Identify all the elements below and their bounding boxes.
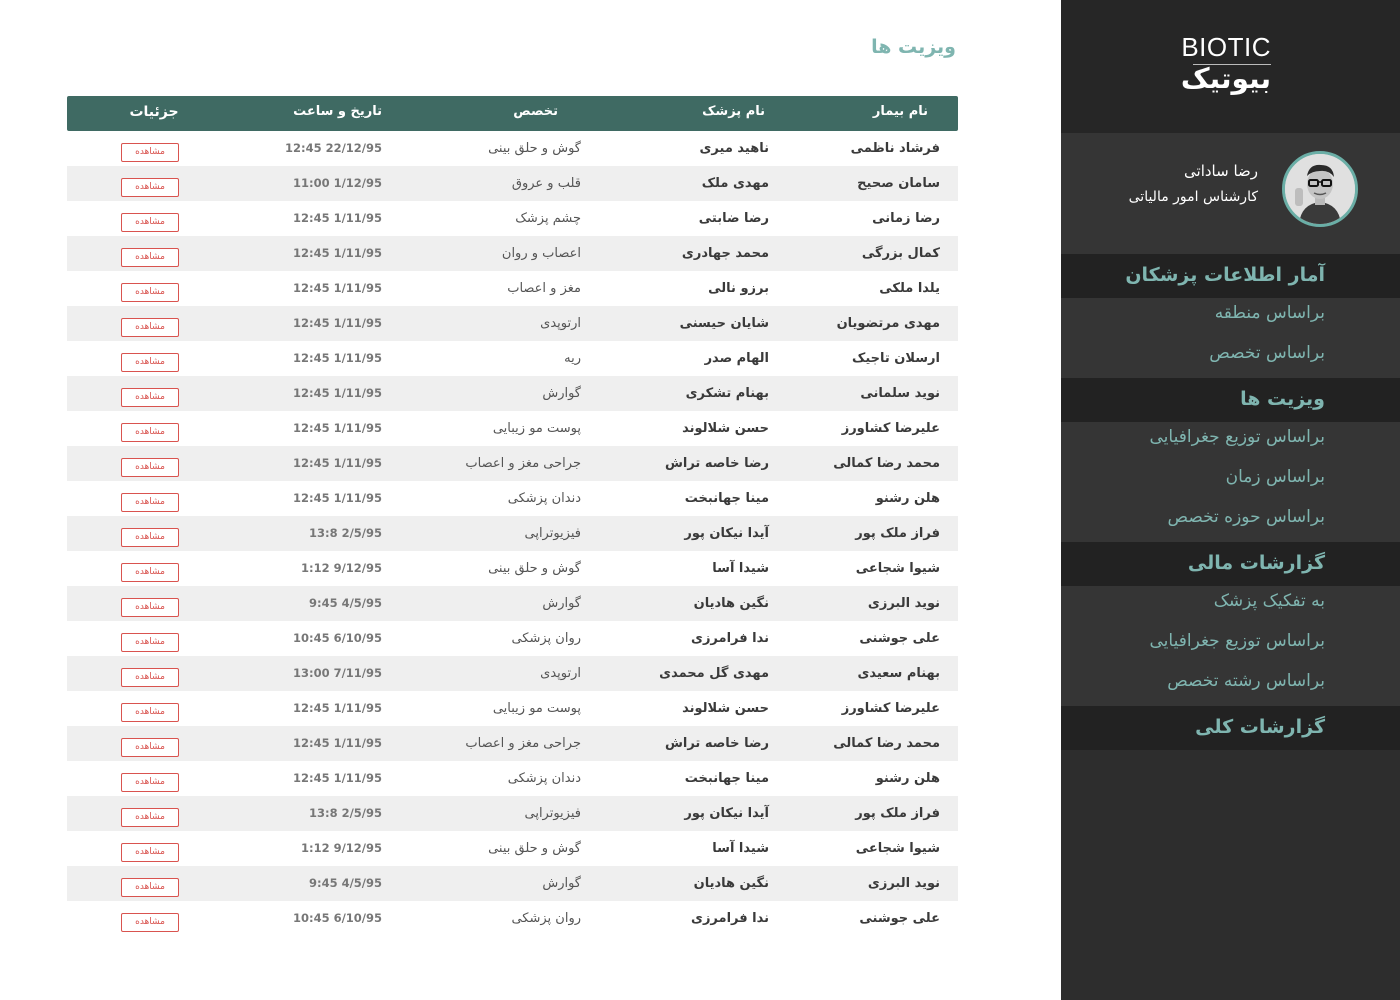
view-button[interactable]: مشاهده (121, 213, 179, 232)
table-row (67, 481, 958, 516)
doctor-name: محمد جهادری (681, 246, 769, 261)
menu-item-10[interactable]: براساس رشته تخصص (1061, 666, 1400, 706)
table-row (67, 411, 958, 446)
table-row (67, 726, 958, 761)
patient-name: ارسلان تاجیک (852, 351, 940, 366)
visit-datetime: 10:45 6/10/95 (292, 911, 382, 925)
patient-name: شیوا شجاعی (855, 561, 940, 576)
details-cell (119, 761, 181, 796)
user-profile (1061, 133, 1400, 254)
patient-name: فرشاد ناظمی (850, 141, 940, 156)
patient-name: نوید البرزی (867, 876, 940, 891)
details-cell (119, 691, 181, 726)
patient-name: هلن رشنو (875, 771, 940, 786)
table-row (67, 691, 958, 726)
specialty: فیزیوتراپی (524, 806, 581, 821)
table-row (67, 166, 958, 201)
visit-datetime: 13:8 2/5/95 (308, 806, 382, 820)
patient-name: علیرضا کشاورز (841, 421, 940, 436)
view-button[interactable]: مشاهده (121, 458, 179, 477)
doctor-name: شایان حیسنی (679, 316, 769, 331)
details-cell (119, 586, 181, 621)
user-role: کارشناس امور مالیاتی (1128, 189, 1258, 205)
menu-section-0[interactable]: آمار اطلاعات پزشکان (1061, 254, 1400, 298)
view-button[interactable]: مشاهده (121, 633, 179, 652)
sidebar (1061, 0, 1400, 1000)
visit-datetime: 12:45 1/11/95 (292, 736, 382, 750)
visit-datetime: 11:00 1/12/95 (292, 176, 382, 190)
patient-name: فراز ملک پور (855, 526, 940, 541)
visit-datetime: 12:45 1/11/95 (292, 491, 382, 505)
patient-name: علیرضا کشاورز (841, 701, 940, 716)
menu-item-6[interactable]: براساس حوزه تخصص (1061, 502, 1400, 542)
doctor-name: بهنام تشکری (685, 386, 769, 401)
visit-datetime: 12:45 1/11/95 (292, 771, 382, 785)
header-datetime: تاریخ و ساعت (293, 104, 382, 119)
details-cell (119, 306, 181, 341)
doctor-name: حسن شلالوند (682, 421, 769, 436)
details-cell (119, 516, 181, 551)
logo-text-fa: بیوتیک (1180, 62, 1271, 95)
details-cell (119, 341, 181, 376)
details-cell (119, 656, 181, 691)
table-row (67, 271, 958, 306)
view-button[interactable]: مشاهده (121, 668, 179, 687)
doctor-name: الهام صدر (704, 351, 769, 366)
menu-item-2[interactable]: براساس تخصص (1061, 338, 1400, 378)
doctor-name: شیدا آسا (712, 841, 769, 856)
details-cell (119, 376, 181, 411)
doctor-name: نگین هادیان (693, 876, 769, 891)
view-button[interactable]: مشاهده (121, 808, 179, 827)
view-button[interactable]: مشاهده (121, 318, 179, 337)
visit-datetime: 12:45 1/11/95 (292, 421, 382, 435)
view-button[interactable]: مشاهده (121, 878, 179, 897)
table-row (67, 586, 958, 621)
patient-name: علی جوشنی (859, 911, 940, 926)
logo-text-en: BIOTIC (1181, 32, 1271, 62)
specialty: گوارش (542, 876, 581, 891)
sidebar-menu (1061, 254, 1400, 750)
table-row (67, 341, 958, 376)
specialty: قلب و عروق (511, 176, 581, 191)
visit-datetime: 12:45 1/11/95 (292, 281, 382, 295)
table-row (67, 131, 958, 166)
specialty: پوست مو زیبایی (492, 421, 581, 436)
specialty: پوست مو زیبایی (492, 701, 581, 716)
details-cell (119, 481, 181, 516)
visit-datetime: 13:00 7/11/95 (292, 666, 382, 680)
table-row (67, 376, 958, 411)
view-button[interactable]: مشاهده (121, 353, 179, 372)
view-button[interactable]: مشاهده (121, 493, 179, 512)
menu-item-9[interactable]: براساس توزیع جغرافیایی (1061, 626, 1400, 666)
table-header (67, 96, 958, 131)
visit-datetime: 12:45 22/12/95 (284, 141, 382, 155)
doctor-name: مینا جهانبخت (684, 491, 769, 506)
visit-datetime: 13:8 2/5/95 (308, 526, 382, 540)
menu-section-7[interactable]: گزارشات مالی (1061, 542, 1400, 586)
patient-name: محمد رضا کمالی (833, 456, 940, 471)
visit-datetime: 12:45 1/11/95 (292, 456, 382, 470)
table-row (67, 901, 958, 936)
specialty: مغز و اعصاب (507, 281, 581, 296)
patient-name: علی جوشنی (859, 631, 940, 646)
details-cell (119, 796, 181, 831)
specialty: ارتوپدی (540, 316, 581, 331)
specialty: گوش و حلق بینی (488, 561, 581, 576)
header-specialty: تخصص (513, 104, 558, 119)
table-row (67, 621, 958, 656)
view-button[interactable]: مشاهده (121, 913, 179, 932)
patient-name: بهنام سعیدی (857, 666, 940, 681)
view-button[interactable]: مشاهده (121, 563, 179, 582)
table-row (67, 796, 958, 831)
details-cell (119, 411, 181, 446)
view-button[interactable]: مشاهده (121, 773, 179, 792)
table-row (67, 446, 958, 481)
view-button[interactable]: مشاهده (121, 178, 179, 197)
table-row (67, 306, 958, 341)
view-button[interactable]: مشاهده (121, 843, 179, 862)
specialty: چشم پزشک (515, 211, 581, 226)
specialty: روان پزشکی (511, 911, 581, 926)
details-cell (119, 446, 181, 481)
view-button[interactable]: مشاهده (121, 423, 179, 442)
visits-table (67, 96, 958, 936)
patient-name: نوید البرزی (867, 596, 940, 611)
table-row (67, 551, 958, 586)
patient-name: رضا زمانی (872, 211, 940, 226)
patient-name: سامان صحیح (857, 176, 940, 191)
doctor-name: آیدا نیکان پور (684, 526, 769, 541)
doctor-name: نگین هادیان (693, 596, 769, 611)
visit-datetime: 9:45 4/5/95 (308, 876, 382, 890)
details-cell (119, 621, 181, 656)
doctor-name: شیدا آسا (712, 561, 769, 576)
menu-item-4[interactable]: براساس توزیع جغرافیایی (1061, 422, 1400, 462)
page-title: ویزیت ها (871, 36, 956, 58)
details-cell (119, 271, 181, 306)
specialty: جراحی مغز و اعصاب (465, 736, 581, 751)
visit-datetime: 12:45 1/11/95 (292, 351, 382, 365)
table-row (67, 831, 958, 866)
patient-name: مهدی مرتضویان (836, 316, 940, 331)
view-button[interactable]: مشاهده (121, 248, 179, 267)
details-cell (119, 866, 181, 901)
table-row (67, 201, 958, 236)
menu-section-3[interactable]: ویزیت ها (1061, 378, 1400, 422)
specialty: ریه (564, 351, 581, 366)
patient-name: شیوا شجاعی (855, 841, 940, 856)
table-row (67, 656, 958, 691)
patient-name: فراز ملک پور (855, 806, 940, 821)
menu-item-1[interactable]: براساس منطقه (1061, 298, 1400, 338)
header-patient: نام بیمار (872, 104, 928, 119)
specialty: گوش و حلق بینی (488, 141, 581, 156)
details-cell (119, 131, 181, 166)
header-details: جزئیات (129, 104, 179, 120)
specialty: گوش و حلق بینی (488, 841, 581, 856)
specialty: اعصاب و روان (501, 246, 581, 261)
table-row (67, 866, 958, 901)
user-avatar-icon[interactable] (1282, 151, 1358, 227)
specialty: روان پزشکی (511, 631, 581, 646)
patient-name: نوید سلمانی (860, 386, 940, 401)
details-cell (119, 166, 181, 201)
details-cell (119, 201, 181, 236)
doctor-name: حسن شلالوند (682, 701, 769, 716)
details-cell (119, 726, 181, 761)
view-button[interactable]: مشاهده (121, 283, 179, 302)
doctor-name: رضا خاصه تراش (664, 736, 769, 751)
visit-datetime: 9:45 4/5/95 (308, 596, 382, 610)
table-row (67, 516, 958, 551)
header-doctor: نام پزشک (702, 104, 765, 119)
table-row (67, 761, 958, 796)
doctor-name: رضا ضابتی (698, 211, 769, 226)
specialty: گوارش (542, 596, 581, 611)
specialty: دندان پزشکی (507, 771, 581, 786)
specialty: دندان پزشکی (507, 491, 581, 506)
doctor-name: ندا فرامرزی (691, 911, 769, 926)
details-cell (119, 831, 181, 866)
patient-name: هلن رشنو (875, 491, 940, 506)
doctor-name: مهدی ملک (701, 176, 769, 191)
visit-datetime: 12:45 1/11/95 (292, 701, 382, 715)
details-cell (119, 236, 181, 271)
details-cell (119, 901, 181, 936)
doctor-name: آیدا نیکان پور (684, 806, 769, 821)
doctor-name: ندا فرامرزی (691, 631, 769, 646)
specialty: ارتوپدی (540, 666, 581, 681)
view-button[interactable]: مشاهده (121, 738, 179, 757)
menu-item-5[interactable]: براساس زمان (1061, 462, 1400, 502)
logo (1061, 0, 1400, 133)
view-button[interactable]: مشاهده (121, 598, 179, 617)
table-row (67, 236, 958, 271)
visit-datetime: 12:45 1/11/95 (292, 246, 382, 260)
patient-name: محمد رضا کمالی (833, 736, 940, 751)
specialty: جراحی مغز و اعصاب (465, 456, 581, 471)
patient-name: یلدا ملکی (879, 281, 940, 296)
doctor-name: برزو نالی (708, 281, 769, 296)
view-button[interactable]: مشاهده (121, 703, 179, 722)
doctor-name: مینا جهانبخت (684, 771, 769, 786)
specialty: گوارش (542, 386, 581, 401)
specialty: فیزیوتراپی (524, 526, 581, 541)
view-button[interactable]: مشاهده (121, 143, 179, 162)
visit-datetime: 12:45 1/11/95 (292, 386, 382, 400)
doctor-name: رضا خاصه تراش (664, 456, 769, 471)
user-name: رضا ساداتی (1184, 162, 1258, 180)
table-body (67, 131, 958, 936)
menu-section-11[interactable]: گزارشات کلی (1061, 706, 1400, 750)
visit-datetime: 10:45 6/10/95 (292, 631, 382, 645)
view-button[interactable]: مشاهده (121, 528, 179, 547)
patient-name: کمال بزرگی (861, 246, 940, 261)
visit-datetime: 12:45 1/11/95 (292, 316, 382, 330)
menu-item-8[interactable]: به تفکیک پزشک (1061, 586, 1400, 626)
details-cell (119, 551, 181, 586)
doctor-name: ناهید میری (699, 141, 769, 156)
visit-datetime: 12:45 1/11/95 (292, 211, 382, 225)
visit-datetime: 1:12 9/12/95 (300, 561, 382, 575)
doctor-name: مهدی گل محمدی (659, 666, 769, 681)
visit-datetime: 1:12 9/12/95 (300, 841, 382, 855)
view-button[interactable]: مشاهده (121, 388, 179, 407)
